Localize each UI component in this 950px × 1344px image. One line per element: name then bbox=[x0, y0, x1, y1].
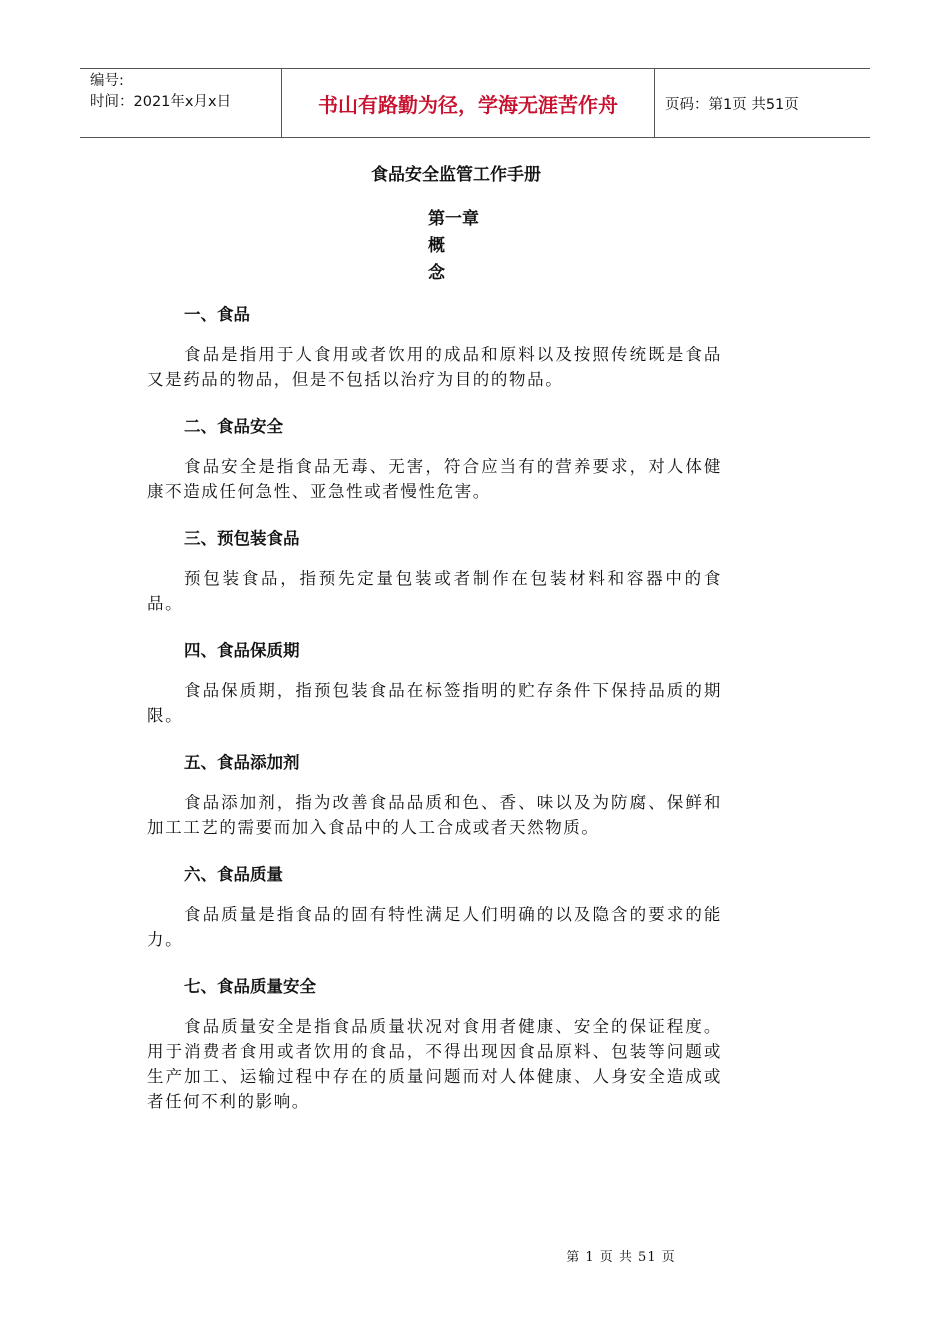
section-paragraph: 食品质量安全是指食品质量状况对食用者健康、安全的保证程度。用于消费者食用或者饮用的食品，不得出现因食品原料、包装等问题或生产加工、运输过程中存在的质量问题而对人体健康、人身安全造成或者任何不利的影响。 bbox=[147, 1017, 722, 1111]
section-heading: 五、食品添加剂 bbox=[184, 753, 300, 772]
header-motto: 书山有路勤为径，学海无涯苦作舟 bbox=[281, 69, 655, 137]
section-paragraph: 预包装食品，指预先定量包装或者制作在包装材料和容器中的食品。 bbox=[147, 569, 722, 613]
section-7 bbox=[147, 972, 722, 1114]
chapter-title-line-1: 第一章 bbox=[428, 209, 479, 229]
section-heading: 一、食品 bbox=[184, 305, 250, 324]
section-6 bbox=[147, 860, 722, 952]
section-paragraph: 食品质量是指食品的固有特性满足人们明确的以及隐含的要求的能力。 bbox=[147, 905, 722, 949]
document-time-label: 时间：2021年x月x日 bbox=[90, 94, 232, 110]
chapter-title bbox=[428, 206, 498, 287]
section-paragraph: 食品添加剂，指为改善食品品质和色、香、味以及为防腐、保鲜和加工工艺的需要而加入食品中的人工合成或者天然物质。 bbox=[147, 793, 722, 837]
chapter-title-line-3: 念 bbox=[428, 263, 445, 283]
section-4 bbox=[147, 636, 722, 728]
page-footer: 第 1 页 共 51 页 bbox=[566, 1250, 676, 1265]
section-1 bbox=[147, 300, 722, 392]
section-heading: 六、食品质量 bbox=[184, 865, 283, 884]
chapter-title-line-2: 概 bbox=[428, 236, 445, 256]
document-title: 食品安全监管工作手册 bbox=[371, 165, 541, 185]
section-heading: 三、预包装食品 bbox=[184, 529, 300, 548]
section-heading: 二、食品安全 bbox=[184, 417, 283, 436]
header-page-label: 页码：第1页 共51页 bbox=[665, 96, 799, 113]
section-paragraph: 食品安全是指食品无毒、无害，符合应当有的营养要求，对人体健康不造成任何急性、亚急性或者慢性危害。 bbox=[147, 457, 722, 501]
section-heading: 七、食品质量安全 bbox=[184, 977, 316, 996]
section-2 bbox=[147, 412, 722, 504]
header-meta bbox=[80, 69, 281, 137]
document-body bbox=[147, 300, 722, 1134]
document-number-label: 编号: bbox=[90, 73, 124, 89]
section-3 bbox=[147, 524, 722, 616]
section-paragraph: 食品保质期，指预包装食品在标签指明的贮存条件下保持品质的期限。 bbox=[147, 681, 722, 725]
section-heading: 四、食品保质期 bbox=[184, 641, 300, 660]
section-paragraph: 食品是指用于人食用或者饮用的成品和原料以及按照传统既是食品又是药品的物品，但是不包括以治疗为目的的物品。 bbox=[147, 345, 722, 389]
section-5 bbox=[147, 748, 722, 840]
page-header bbox=[80, 68, 870, 138]
